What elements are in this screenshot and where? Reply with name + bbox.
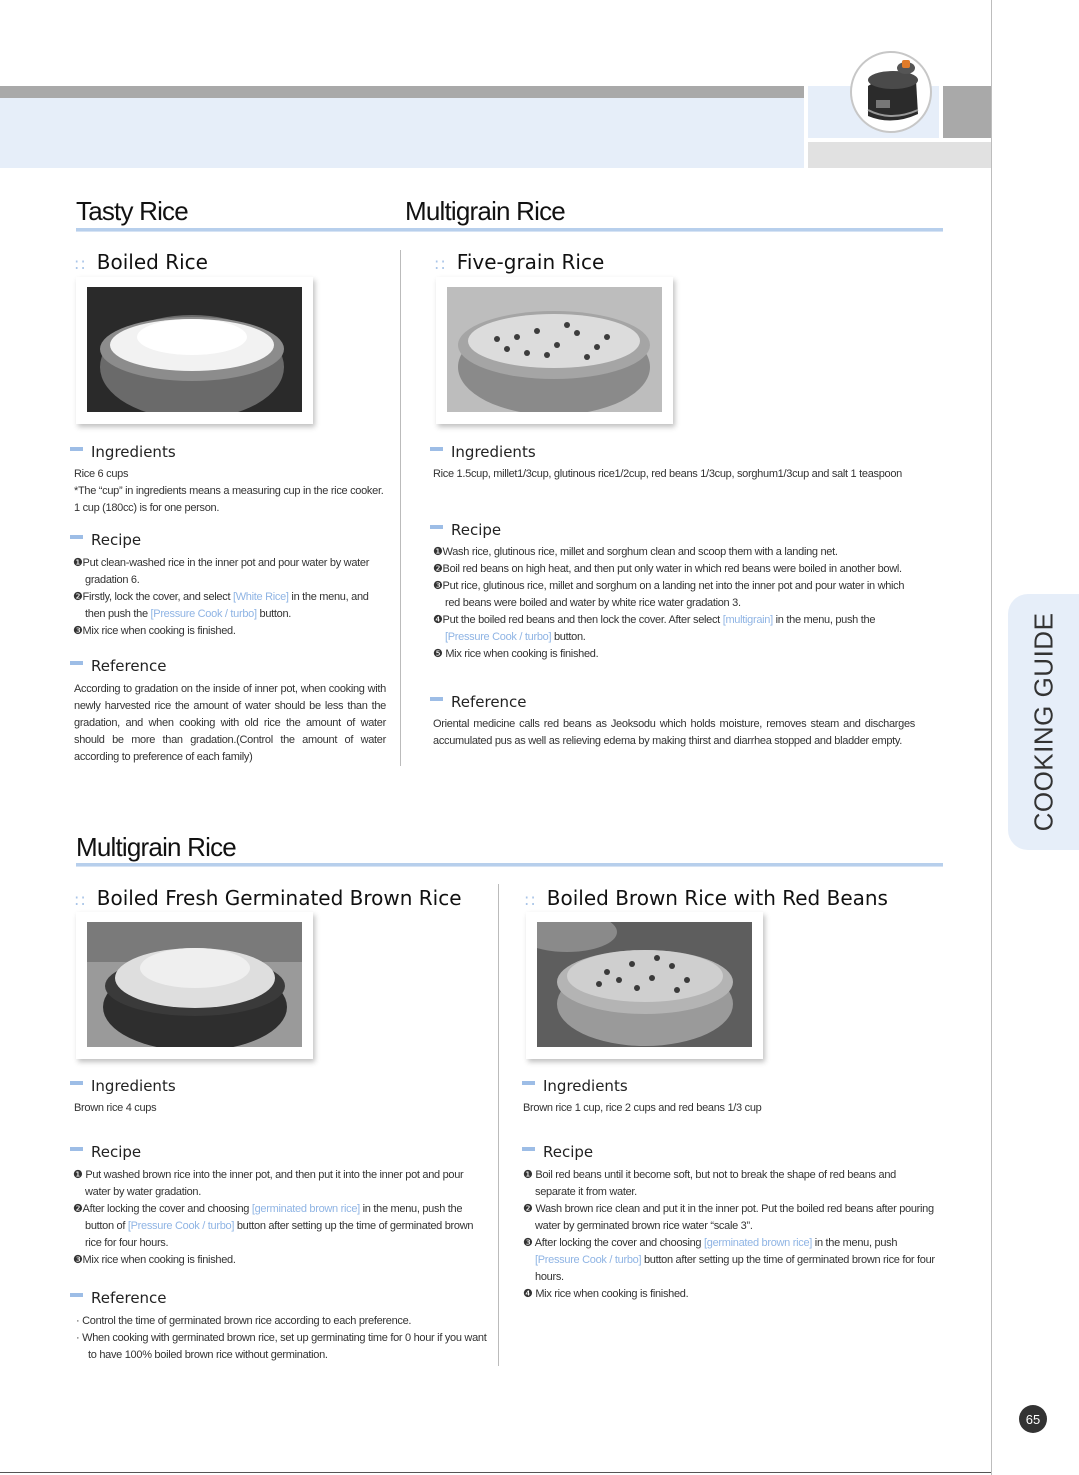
reference-label: Reference: [70, 657, 167, 675]
side-tab: [1008, 594, 1079, 850]
recipe-step: ❶ Put washed brown rice into the inner pot, and then put it into the inner pot and pour water by water gradation.: [73, 1169, 464, 1198]
header-box-lightgrey: [808, 142, 991, 168]
recipe-step: ❷ Wash brown rice clean and put it in the inner pot. Put the boiled red beans after pouring water by germinated brown rice water “scale 3”.: [523, 1203, 934, 1232]
dash-icon: [430, 697, 443, 701]
recipe-step: ❸Mix rice when cooking is finished.: [73, 625, 236, 637]
section-title-multigrain: Multigrain Rice: [405, 196, 565, 226]
dash-icon: [70, 1147, 83, 1151]
recipe-step: ❶Put clean-washed rice in the inner pot and pour water by water gradation 6.: [73, 557, 370, 586]
recipe-label: Recipe: [70, 1143, 141, 1161]
side-tab-label: COOKING GUIDE: [1028, 612, 1058, 832]
dash-icon: [70, 447, 83, 451]
ingredients-label: Ingredients: [430, 443, 536, 461]
column-divider: [498, 884, 499, 1366]
ingredients-text: Rice 1.5cup, millet1/3cup, glutinous rice1/2cup, red beans 1/3cup, sorghum1/3cup and salt 1 teaspoon: [433, 468, 902, 480]
section-title-tasty-rice: Tasty Rice: [76, 196, 188, 226]
photo-five-grain: [436, 277, 673, 424]
ingredients-text: Brown rice 1 cup, rice 2 cups and red beans 1/3 cup: [523, 1102, 762, 1114]
recipe-text: [523, 1167, 937, 1303]
recipe-step: ❶ Boil red beans until it become soft, but not to break the shape of red beans and separate it from water.: [523, 1169, 896, 1198]
ingredients-text: Rice 6 cups *The “cup” in ingredients means a measuring cup in the rice cooker. 1 cup (180cc) is for one person.: [74, 468, 384, 514]
recipe-text: [73, 555, 385, 640]
section-rule: [76, 863, 943, 867]
dash-icon: [522, 1081, 535, 1085]
ingredients-label: Ingredients: [70, 443, 176, 461]
recipe-step: ❹Put the boiled red beans and then lock the cover. After select [multigrain] in the menu, push the [Pressure Cook / turbo] button.: [433, 614, 876, 643]
dots-icon: ::: [74, 890, 87, 909]
dash-icon: [430, 525, 443, 529]
dash-icon: [70, 661, 83, 665]
recipe-step: ❷After locking the cover and choosing [germinated brown rice] in the menu, push the button of [Pressure Cook / turbo] button after setting up the time of germinated brown rice for four hours.: [73, 1203, 474, 1249]
recipe-step: ❶Wash rice, glutinous rice, millet and sorghum clean and scoop them with a landing net.: [433, 546, 838, 558]
recipe-label: Recipe: [70, 531, 141, 549]
recipe-text: [433, 544, 915, 663]
subtitle-five-grain: :: Five-grain Rice: [434, 250, 605, 274]
recipe-text: [73, 1167, 487, 1269]
photo-germinated-brown-rice: [76, 912, 313, 1059]
dots-icon: ::: [524, 890, 537, 909]
page-number: 65: [1019, 1405, 1047, 1433]
reference-label: Reference: [430, 693, 527, 711]
dash-icon: [522, 1147, 535, 1151]
dash-icon: [70, 1081, 83, 1085]
photo-boiled-rice: [76, 277, 313, 424]
ingredients-label: Ingredients: [522, 1077, 628, 1095]
rice-cooker-icon: [846, 50, 936, 134]
subtitle-boiled-rice: :: Boiled Rice: [74, 250, 208, 274]
reference-label: Reference: [70, 1289, 167, 1307]
section-rule: [76, 228, 943, 232]
header-blue-band: [0, 98, 804, 168]
photo-brown-rice-red-beans: [526, 912, 763, 1059]
recipe-step: ❷Firstly, lock the cover, and select [White Rice] in the menu, and then push the [Pressure Cook / turbo] button.: [73, 591, 369, 620]
subtitle-germinated-brown-rice: :: Boiled Fresh Germinated Brown Rice: [74, 886, 462, 910]
dots-icon: ::: [74, 254, 87, 273]
dash-icon: [430, 447, 443, 451]
recipe-label: Recipe: [430, 521, 501, 539]
page-edge-line: [991, 0, 992, 1475]
section-title-multigrain-bottom: Multigrain Rice: [76, 832, 236, 862]
reference-text: · Control the time of germinated brown rice according to each preference. · When cooking with germinated brown rice, set up germinating time for 0 hour if you want to have 100% boiled brown rice without germination.: [76, 1315, 487, 1361]
ingredients-label: Ingredients: [70, 1077, 176, 1095]
recipe-label: Recipe: [522, 1143, 593, 1161]
header-grey-bar: [0, 86, 804, 98]
reference-text: Oriental medicine calls red beans as Jeoksodu which holds moisture, removes steam and discharges accumulated pus as well as relieving edema by making thirst and diarrhea stopped and bladder empty.: [433, 718, 915, 747]
reference-text: According to gradation on the inside of inner pot, when cooking with newly harvested rice the amount of water should be less than the gradation, and when cooking with old rice the amount of water should be more than gradation.(Control the amount of water according to preference of each family): [74, 683, 386, 763]
recipe-step: ❸Mix rice when cooking is finished.: [73, 1254, 236, 1266]
recipe-step: ❷Boil red beans on high heat, and then put only water in which red beans were boiled in another bowl.: [433, 563, 902, 575]
recipe-step: ❸ After locking the cover and choosing [germinated brown rice] in the menu, push [Pressure Cook / turbo] button after setting up the time of germinated brown rice for four hours.: [523, 1237, 935, 1283]
recipe-step: ❹ Mix rice when cooking is finished.: [523, 1288, 689, 1300]
column-divider: [400, 250, 401, 766]
footer-line: [0, 1472, 991, 1473]
recipe-step: ❺ Mix rice when cooking is finished.: [433, 648, 599, 660]
dash-icon: [70, 1293, 83, 1297]
header-box-grey: [943, 86, 991, 138]
dots-icon: ::: [434, 254, 447, 273]
subtitle-brown-rice-red-beans: :: Boiled Brown Rice with Red Beans: [524, 886, 888, 910]
recipe-step: ❸Put rice, glutinous rice, millet and sorghum on a landing net into the inner pot and pour water in which red beans were boiled and water by white rice water gradation 3.: [433, 580, 905, 609]
ingredients-text: Brown rice 4 cups: [74, 1102, 157, 1114]
dash-icon: [70, 535, 83, 539]
